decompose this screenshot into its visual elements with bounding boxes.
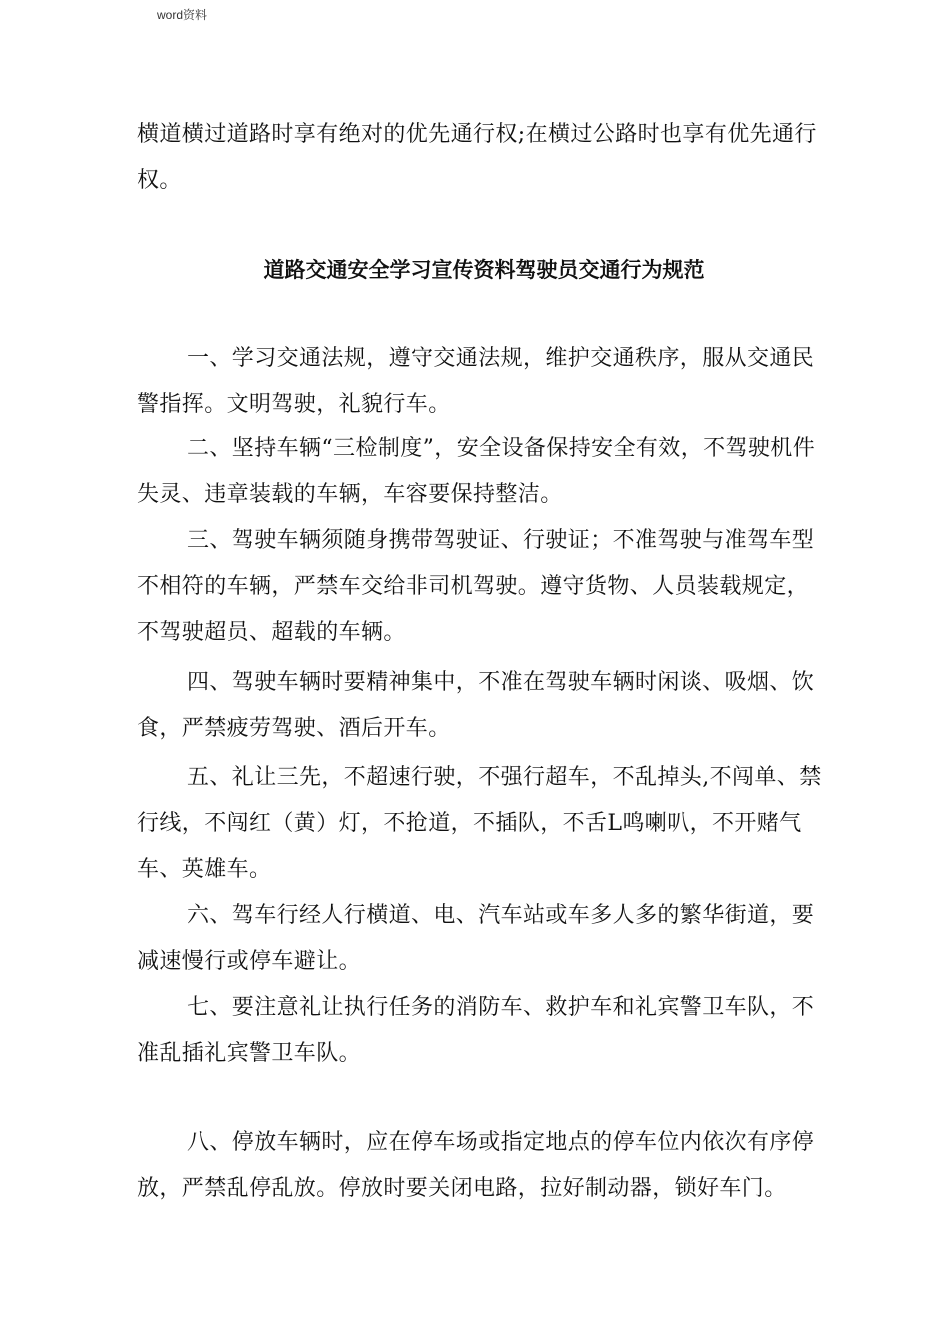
document-title: 道路交通安全学习宣传资料驾驶员交通行为规范: [263, 258, 705, 282]
intro-paragraph: 横道横过道路时享有绝对的优先通行权;在横过公路时也享有优先通行权。: [137, 122, 817, 193]
rule-item-6: 六、驾车行经人行横道、电、汽车站或车多人多的繁华街道，要减速慢行或停车避让。: [137, 903, 815, 974]
rule-item-7: 七、要注意礼让执行任务的消防车、救护车和礼宾警卫车队，不准乱插礼宾警卫车队。: [137, 995, 815, 1066]
rule-item-5: 五、礼让三先，不超速行驶，不强行超车，不乱掉头,不闯单、禁行线，不闯红（黄）灯，不抢道，不插队，不舌L鸣喇叭，不开赌气车、英雄车。: [137, 765, 822, 882]
rule-item-2: 二、坚持车辆“三检制度”，安全设备保持安全有效，不驾驶机件失灵、违章装载的车辆，车容要保持整洁。: [137, 436, 816, 507]
rule-item-4: 四、驾驶车辆时要精神集中，不准在驾驶车辆时闲谈、吸烟、饮食，严禁疲劳驾驶、酒后开车。: [137, 670, 815, 741]
rule-item-8: 八、停放车辆时，应在停车场或指定地点的停车位内依次有序停放，严禁乱停乱放。停放时要关闭电路，拉好制动器，锁好车门。: [137, 1130, 815, 1201]
header-tag: word资料: [157, 8, 208, 22]
rule-item-3: 三、驾驶车辆须随身携带驾驶证、行驶证；不准驾驶与准驾车型不相符的车辆，严禁车交给非司机驾驶。遵守货物、人员装载规定，不驾驶超员、超载的车辆。: [137, 528, 815, 645]
rule-item-1: 一、学习交通法规，遵守交通法规，维护交通秩序，服从交通民警指挥。文明驾驶，礼貌行车。: [137, 346, 815, 417]
